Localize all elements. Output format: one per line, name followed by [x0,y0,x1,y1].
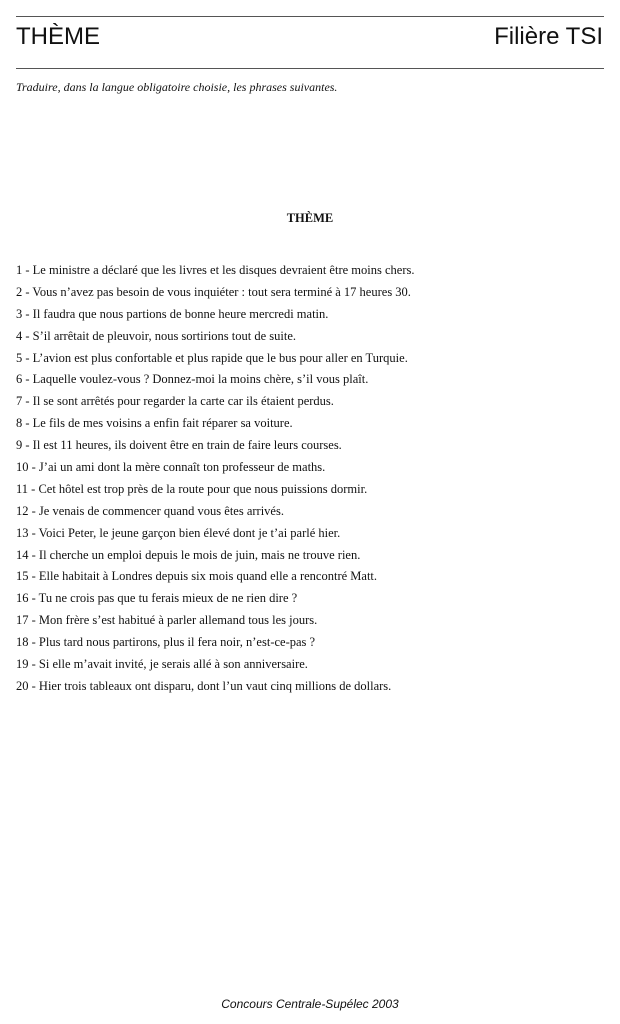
header-top-rule [16,16,604,17]
sentence-item: 14 - Il cherche un emploi depuis le mois de juin, mais ne trouve rien. [16,547,361,562]
sentence-item: 20 - Hier trois tableaux ont disparu, dont l’un vaut cinq millions de dollars. [16,678,392,693]
page-footer: Concours Centrale-Supélec 2003 [221,997,399,1011]
sentence-item: 16 - Tu ne crois pas que tu ferais mieux de ne rien dire ? [16,591,298,606]
sentence-item: 13 - Voici Peter, le jeune garçon bien élevé dont je t’ai parlé hier. [16,525,341,540]
sentence-item: 6 - Laquelle voulez-vous ? Donnez-moi la moins chère, s’il vous plaît. [16,372,369,387]
sentence-item: 18 - Plus tard nous partirons, plus il fera noir, n’est-ce-pas ? [16,635,316,650]
section-title: THÈME [286,211,334,225]
sentence-item: 5 - L’avion est plus confortable et plus rapide que le bus pour aller en Turquie. [16,350,408,365]
sentence-item: 9 - Il est 11 heures, ils doivent être en train de faire leurs courses. [16,438,342,453]
page-header-track: Filière TSI [494,23,603,50]
sentence-item: 12 - Je venais de commencer quand vous êtes arrivés. [16,503,284,518]
sentence-item: 15 - Elle habitait à Londres depuis six mois quand elle a rencontré Matt. [16,569,378,584]
sentence-item: 3 - Il faudra que nous partions de bonne heure mercredi matin. [16,306,329,321]
sentence-item: 19 - Si elle m’avait invité, je serais allé à son anniversaire. [16,657,308,672]
sentence-item: 8 - Le fils de mes voisins a enfin fait réparer sa voiture. [16,416,293,431]
sentence-item: 1 - Le ministre a déclaré que les livres et les disques devraient être moins chers. [16,263,415,277]
header-bottom-rule [16,68,604,69]
sentence-item: 7 - Il se sont arrêtés pour regarder la carte car ils étaient perdus. [16,394,334,409]
instruction-text: Traduire, dans la langue obligatoire choisie, les phrases suivantes. [16,80,338,94]
sentence-item: 2 - Vous n’avez pas besoin de vous inquiéter : tout sera terminé à 17 heures 30. [16,284,411,299]
sentence-item: 10 - J’ai un ami dont la mère connaît ton professeur de maths. [16,460,326,475]
sentence-item: 17 - Mon frère s’est habitué à parler allemand tous les jours. [16,613,318,628]
sentence-list [16,261,606,699]
page-header-title: THÈME [16,23,100,50]
sentence-item: 4 - S’il arrêtait de pleuvoir, nous sortirions tout de suite. [16,328,297,343]
sentence-item: 11 - Cet hôtel est trop près de la route pour que nous puissions dormir. [16,481,368,496]
